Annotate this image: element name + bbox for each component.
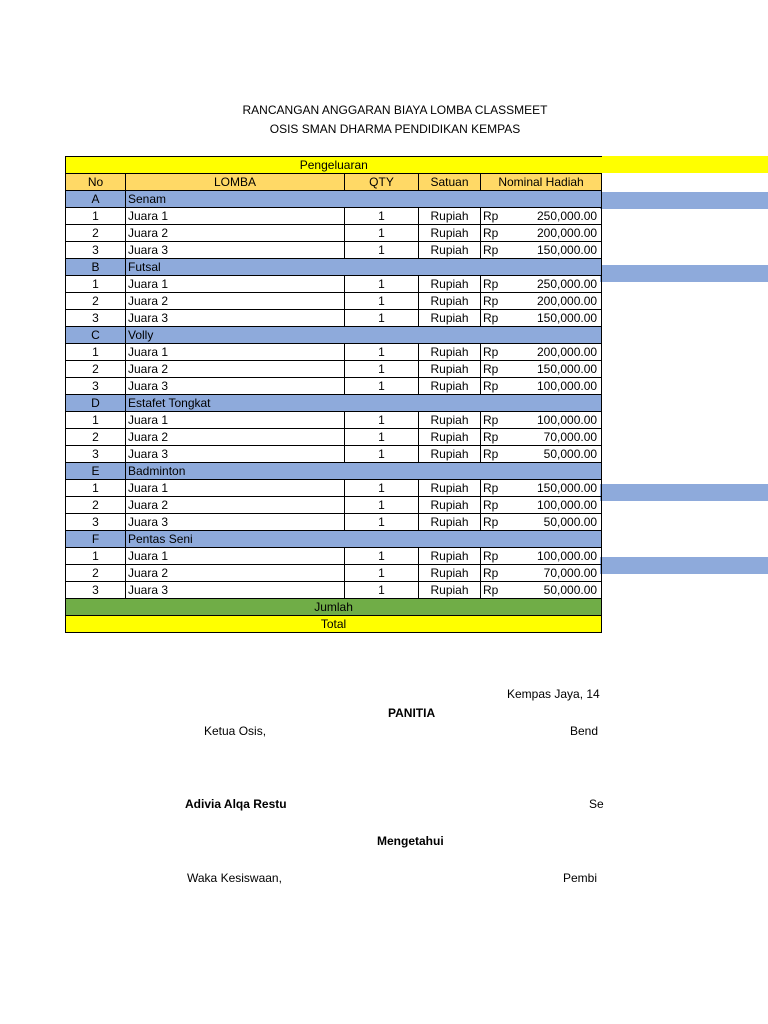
table-row [66,429,602,446]
category-code: D [66,395,126,412]
row-no: 1 [66,344,126,361]
row-lomba: Juara 3 [126,446,345,463]
category-extension-bar [600,557,768,574]
pembina-label: Pembi [563,871,598,885]
row-nominal [481,293,602,310]
row-qty: 1 [345,361,419,378]
header-lomba: LOMBA [126,174,345,191]
currency-label: Rp [483,447,499,461]
row-qty: 1 [345,565,419,582]
category-extension-bar [600,192,768,209]
row-nominal [481,344,602,361]
row-lomba: Juara 1 [126,344,345,361]
table-row [66,208,602,225]
table-row [66,344,602,361]
row-lomba: Juara 2 [126,565,345,582]
header-no: No [66,174,126,191]
row-satuan: Rupiah [419,225,481,242]
section-header-row [66,157,602,174]
row-no: 2 [66,225,126,242]
row-satuan: Rupiah [419,497,481,514]
bendahara-label: Bend [570,724,599,738]
header-qty: QTY [345,174,419,191]
currency-label: Rp [483,226,499,240]
table-row [66,276,602,293]
row-satuan: Rupiah [419,429,481,446]
row-satuan: Rupiah [419,361,481,378]
category-row [66,327,602,344]
category-row [66,531,602,548]
row-no: 3 [66,514,126,531]
row-nominal [481,514,602,531]
row-lomba: Juara 1 [126,548,345,565]
row-satuan: Rupiah [419,310,481,327]
row-no: 1 [66,276,126,293]
category-name: Volly [126,327,602,344]
total-label: Total [66,616,602,633]
currency-label: Rp [483,243,499,257]
category-name: Estafet Tongkat [126,395,602,412]
row-lomba: Juara 2 [126,225,345,242]
row-no: 2 [66,429,126,446]
row-no: 2 [66,565,126,582]
row-satuan: Rupiah [419,293,481,310]
row-no: 3 [66,242,126,259]
row-qty: 1 [345,276,419,293]
amount-value: 150,000.00 [537,481,598,495]
category-code: C [66,327,126,344]
row-no: 1 [66,548,126,565]
row-nominal [481,361,602,378]
row-qty: 1 [345,548,419,565]
row-nominal [481,378,602,395]
row-qty: 1 [345,480,419,497]
currency-label: Rp [483,515,499,529]
row-lomba: Juara 3 [126,310,345,327]
row-qty: 1 [345,242,419,259]
currency-label: Rp [483,430,499,444]
amount-value: 50,000.00 [543,583,598,597]
row-nominal [481,446,602,463]
row-lomba: Juara 1 [126,412,345,429]
row-nominal [481,242,602,259]
currency-label: Rp [483,209,499,223]
row-no: 1 [66,412,126,429]
header-extension-bar [600,156,768,173]
amount-value: 200,000.00 [537,345,598,359]
panitia-heading: PANITIA [388,706,436,720]
row-nominal [481,582,602,599]
row-lomba: Juara 3 [126,378,345,395]
category-name: Pentas Seni [126,531,602,548]
row-nominal [481,480,602,497]
currency-label: Rp [483,481,499,495]
budget-table [65,156,602,633]
ketua-osis-label: Ketua Osis, [204,724,267,738]
amount-value: 150,000.00 [537,362,598,376]
table-row [66,293,602,310]
currency-label: Rp [483,566,499,580]
amount-value: 70,000.00 [543,566,598,580]
table-row [66,565,602,582]
row-satuan: Rupiah [419,208,481,225]
row-no: 3 [66,582,126,599]
amount-value: 50,000.00 [543,515,598,529]
row-satuan: Rupiah [419,514,481,531]
row-lomba: Juara 1 [126,276,345,293]
category-code: B [66,259,126,276]
table-row [66,582,602,599]
row-satuan: Rupiah [419,446,481,463]
header-satuan: Satuan [419,174,481,191]
ketua-osis-name: Adivia Alqa Restu [185,797,287,811]
row-nominal [481,565,602,582]
document-title-line1: RANCANGAN ANGGARAN BIAYA LOMBA CLASSMEET [242,103,548,117]
amount-value: 200,000.00 [537,294,598,308]
row-satuan: Rupiah [419,480,481,497]
amount-value: 100,000.00 [537,379,598,393]
jumlah-label: Jumlah [66,599,602,616]
category-row [66,191,602,208]
category-name: Futsal [126,259,602,276]
amount-value: 150,000.00 [537,243,598,257]
category-name: Senam [126,191,602,208]
category-row [66,463,602,480]
currency-label: Rp [483,379,499,393]
row-satuan: Rupiah [419,412,481,429]
row-no: 3 [66,378,126,395]
amount-value: 200,000.00 [537,226,598,240]
currency-label: Rp [483,583,499,597]
row-no: 1 [66,208,126,225]
amount-value: 150,000.00 [537,311,598,325]
row-satuan: Rupiah [419,565,481,582]
row-qty: 1 [345,446,419,463]
row-lomba: Juara 3 [126,242,345,259]
table-row [66,497,602,514]
row-satuan: Rupiah [419,276,481,293]
row-lomba: Juara 3 [126,582,345,599]
row-satuan: Rupiah [419,582,481,599]
row-satuan: Rupiah [419,242,481,259]
row-nominal [481,412,602,429]
row-qty: 1 [345,582,419,599]
row-lomba: Juara 2 [126,429,345,446]
row-nominal [481,276,602,293]
row-no: 1 [66,480,126,497]
category-code: E [66,463,126,480]
table-row [66,361,602,378]
row-qty: 1 [345,225,419,242]
header-nominal: Nominal Hadiah [481,174,602,191]
currency-label: Rp [483,498,499,512]
row-nominal [481,429,602,446]
category-code: F [66,531,126,548]
table-row [66,225,602,242]
row-nominal [481,310,602,327]
category-code: A [66,191,126,208]
row-qty: 1 [345,378,419,395]
row-qty: 1 [345,412,419,429]
row-qty: 1 [345,208,419,225]
currency-label: Rp [483,294,499,308]
amount-value: 100,000.00 [537,413,598,427]
category-row [66,395,602,412]
amount-value: 100,000.00 [537,498,598,512]
row-lomba: Juara 2 [126,293,345,310]
column-header-row [66,174,602,191]
table-row [66,378,602,395]
row-nominal [481,208,602,225]
row-nominal [481,548,602,565]
jumlah-row [66,599,602,616]
category-name: Badminton [126,463,602,480]
row-no: 2 [66,293,126,310]
total-row [66,616,602,633]
row-lomba: Juara 1 [126,480,345,497]
place-date: Kempas Jaya, 14 [507,687,600,701]
table-row [66,310,602,327]
currency-label: Rp [483,413,499,427]
row-nominal [481,225,602,242]
row-no: 2 [66,361,126,378]
table-row [66,446,602,463]
document-title-line2: OSIS SMAN DHARMA PENDIDIKAN KEMPAS [269,122,521,136]
table-row [66,242,602,259]
amount-value: 250,000.00 [537,209,598,223]
table-row [66,480,602,497]
amount-value: 100,000.00 [537,549,598,563]
row-qty: 1 [345,310,419,327]
row-lomba: Juara 3 [126,514,345,531]
table-row [66,514,602,531]
sekretaris-label: Se [589,797,604,811]
amount-value: 250,000.00 [537,277,598,291]
category-row [66,259,602,276]
table-row [66,412,602,429]
row-satuan: Rupiah [419,378,481,395]
currency-label: Rp [483,549,499,563]
row-no: 2 [66,497,126,514]
section-label: Pengeluaran [66,157,602,174]
row-qty: 1 [345,344,419,361]
currency-label: Rp [483,362,499,376]
waka-kesiswaan-label: Waka Kesiswaan, [187,871,282,885]
row-lomba: Juara 2 [126,361,345,378]
row-satuan: Rupiah [419,548,481,565]
amount-value: 50,000.00 [543,447,598,461]
mengetahui-heading: Mengetahui [377,834,444,848]
row-qty: 1 [345,429,419,446]
row-no: 3 [66,446,126,463]
row-no: 3 [66,310,126,327]
currency-label: Rp [483,277,499,291]
currency-label: Rp [483,345,499,359]
category-extension-bar [600,484,768,501]
currency-label: Rp [483,311,499,325]
amount-value: 70,000.00 [543,430,598,444]
row-qty: 1 [345,497,419,514]
row-satuan: Rupiah [419,344,481,361]
category-extension-bar [600,265,768,282]
row-qty: 1 [345,293,419,310]
row-qty: 1 [345,514,419,531]
row-nominal [481,497,602,514]
table-row [66,548,602,565]
row-lomba: Juara 1 [126,208,345,225]
row-lomba: Juara 2 [126,497,345,514]
